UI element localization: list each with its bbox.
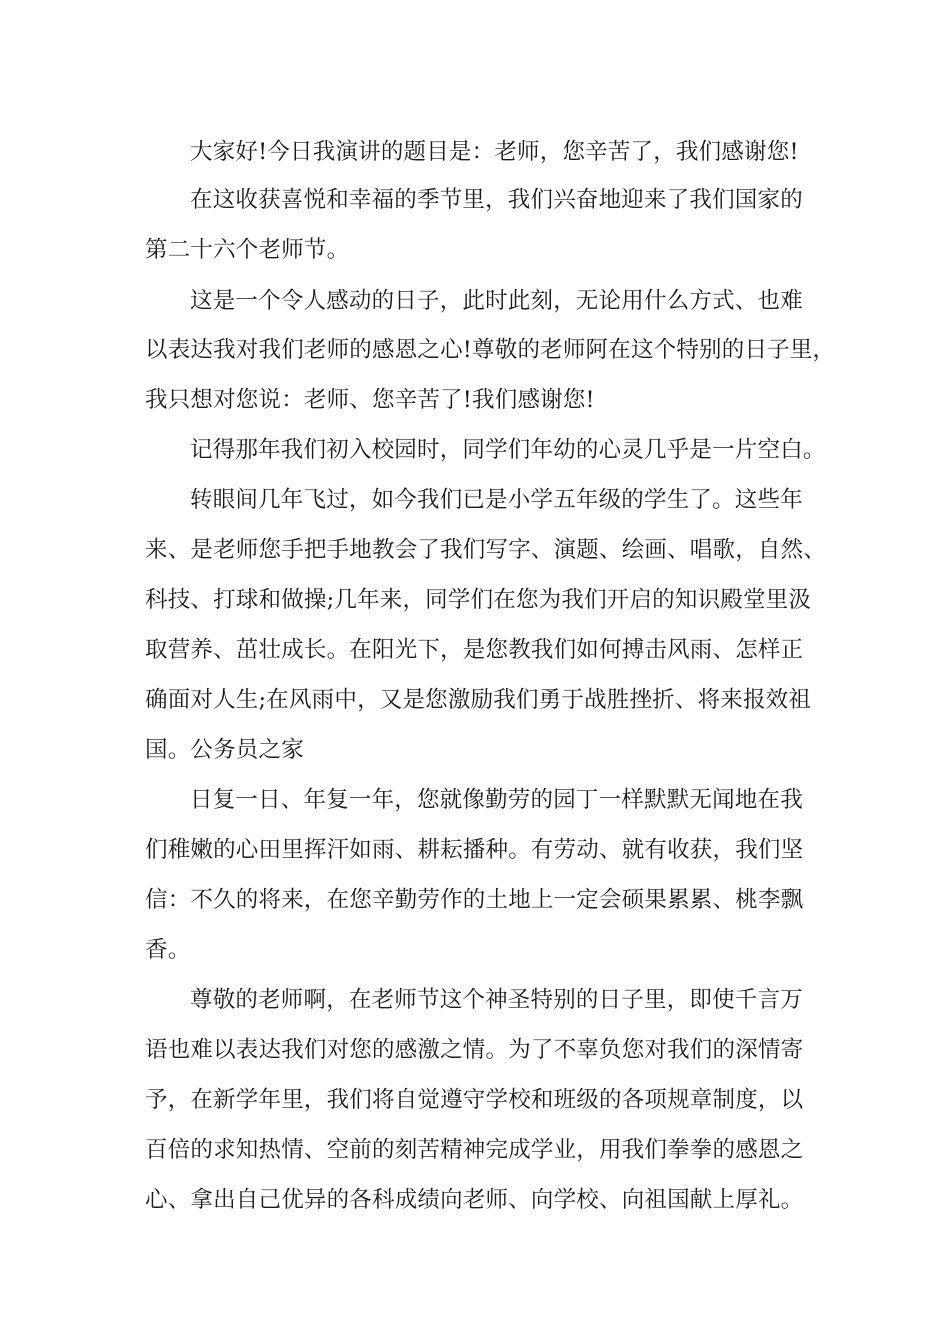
text-line: 取营养、茁壮成长。在阳光下，是您教我们如何搏击风雨、怎样正 — [145, 637, 804, 663]
text-line: 以表达我对我们老师的感恩之心!尊敬的老师阿在这个特别的日子里， — [145, 337, 836, 363]
text-line: 记得那年我们初入校园时，同学们年幼的心灵几乎是一片空白。 — [190, 437, 826, 463]
text-line: 确面对人生;在风雨中，又是您激励我们勇于战胜挫折、将来报效祖 — [145, 687, 812, 713]
text-line: 第二十六个老师节。 — [145, 237, 350, 263]
text-line: 日复一日、年复一年，您就像勤劳的园丁一样默默无闻地在我 — [190, 787, 803, 813]
text-line: 来、是老师您手把手地教会了我们写字、演题、绘画、唱歌，自然、 — [145, 537, 827, 563]
text-line: 国。公务员之家 — [145, 737, 304, 763]
text-line: 百倍的求知热情、空前的刻苦精神完成学业，用我们拳拳的感恩之 — [145, 1137, 804, 1163]
text-line: 这是一个令人感动的日子，此时此刻，无论用什么方式、也难 — [190, 288, 803, 314]
text-line: 信：不久的将来，在您辛勤劳作的土地上一定会硕果累累、桃李飘 — [145, 887, 804, 913]
text-line: 科技、打球和做操;几年来，同学们在您为我们开启的知识殿堂里汲 — [145, 587, 812, 613]
text-line: 我只想对您说：老师、您辛苦了!我们感谢您! — [145, 387, 595, 413]
text-line: 予，在新学年里，我们将自觉遵守学校和班级的各项规章制度，以 — [145, 1087, 804, 1113]
text-line: 尊敬的老师啊，在老师节这个神圣特别的日子里，即使千言万 — [190, 987, 803, 1013]
text-line: 大家好!今日我演讲的题目是：老师，您辛苦了，我们感谢您! — [190, 139, 799, 165]
text-line: 们稚嫩的心田里挥汗如雨、耕耘播种。有劳动、就有收获，我们坚 — [145, 837, 804, 863]
text-line: 转眼间几年飞过，如今我们已是小学五年级的学生了。这些年 — [190, 487, 803, 513]
text-line: 在这收获喜悦和幸福的季节里，我们兴奋地迎来了我们国家的 — [190, 187, 803, 213]
text-line: 心、拿出自己优异的各科成绩向老师、向学校、向祖国献上厚礼。 — [145, 1187, 804, 1213]
text-line: 香。 — [145, 937, 191, 963]
text-line: 语也难以表达我们对您的感激之情。为了不辜负您对我们的深情寄 — [145, 1037, 804, 1063]
